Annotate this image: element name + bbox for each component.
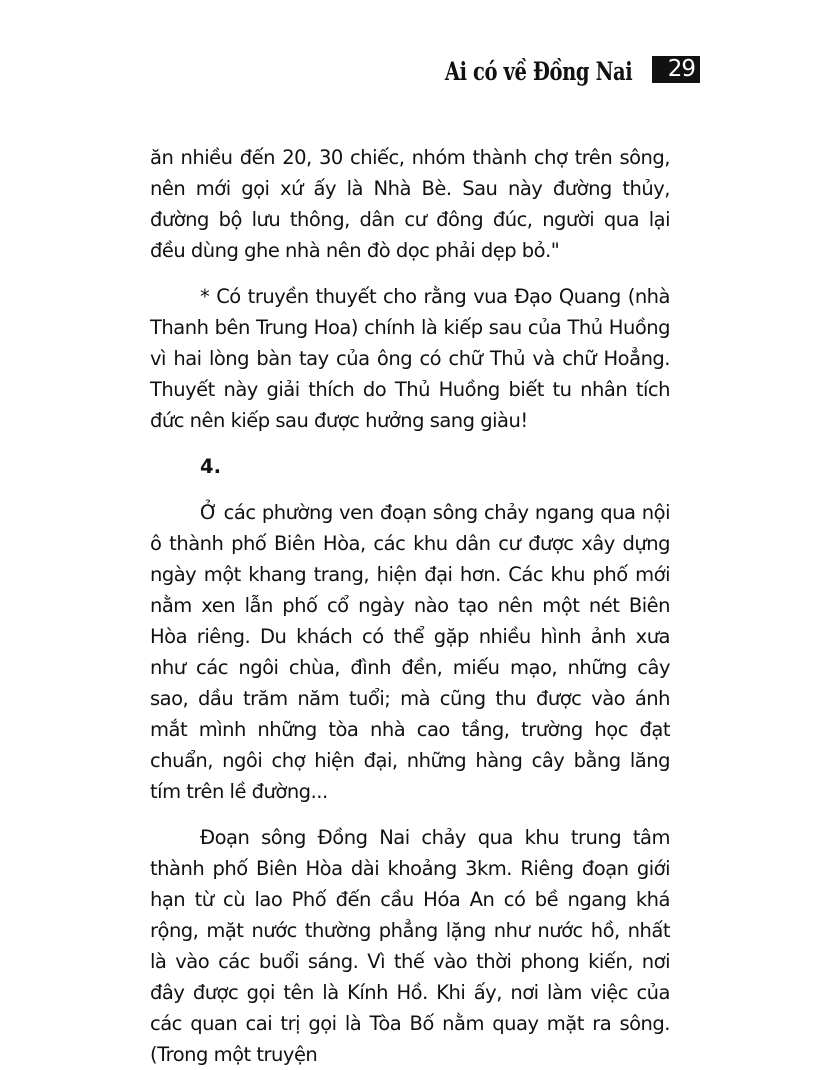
page-number-box [652, 56, 700, 83]
paragraph-gap [150, 266, 670, 281]
page-header [0, 52, 816, 92]
paragraph-gap [150, 807, 670, 822]
page-body [150, 142, 670, 1070]
paragraph-4: Đoạn sông Đồng Nai chảy qua khu trung tâm thành phố Biên Hòa dài khoảng 3km. Riêng đoạn giới hạn từ cù lao Phố đến cầu Hóa An có bề ngang khá rộng, mặt nước thường phẳng lặng như nước hồ, nhất là vào các buổi sáng. Vì thế vào thời phong kiến, nơi đây được gọi tên là Kính Hồ. Khi ấy, nơi làm việc của các quan cai trị gọi là Tòa Bố nằm quay mặt ra sông. (Trong một truyện [150, 826, 670, 1066]
section-heading: 4. [200, 455, 221, 478]
paragraph-gap [150, 436, 670, 451]
page-number: 29 [667, 56, 695, 82]
paragraph-2: * Có truyền thuyết cho rằng vua Đạo Quang (nhà Thanh bên Trung Hoa) chính là kiếp sau của Thủ Huồng vì hai lòng bàn tay của ông có chữ Thủ và chữ Hoẳng. Thuyết này giải thích do Thủ Huồng biết tu nhân tích đức nên kiếp sau được hưởng sang giàu! [150, 285, 670, 432]
running-title: Ai có về Đồng Nai [444, 57, 632, 86]
paragraph-3: Ở các phường ven đoạn sông chảy ngang qua nội ô thành phố Biên Hòa, các khu dân cư được xây dựng ngày một khang trang, hiện đại hơn. Các khu phố mới nằm xen lẫn phố cổ ngày nào tạo nên một nét Biên Hòa riêng. Du khách có thể gặp nhiều hình ảnh xưa như các ngôi chùa, đình đền, miếu mạo, những cây sao, dầu trăm năm tuổi; mà cũng thu được vào ánh mắt mình những tòa nhà cao tầng, trường học đạt chuẩn, ngôi chợ hiện đại, những hàng cây bằng lăng tím trên lề đường... [150, 501, 670, 803]
paragraph-1: ăn nhiều đến 20, 30 chiếc, nhóm thành chợ trên sông, nên mới gọi xứ ấy là Nhà Bè. Sau này đường thủy, đường bộ lưu thông, dân cư đông đúc, người qua lại đều dùng ghe nhà nên đò dọc phải dẹp bỏ." [150, 146, 670, 262]
paragraph-gap [150, 482, 670, 497]
